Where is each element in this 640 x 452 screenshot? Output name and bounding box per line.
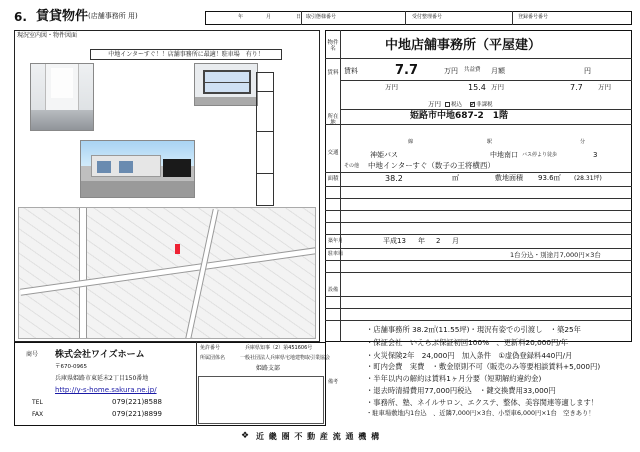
land-area-label: 敷地面積 [495, 174, 523, 182]
other-access: 中地インターすぐ（数子の王将横西） [368, 161, 495, 170]
rent-caption: 賃料 [344, 67, 358, 75]
rent-unit: 万円 [444, 67, 458, 75]
bus-walk-label: バス停より徒歩 [522, 152, 558, 158]
name-label: 物件名 [327, 40, 339, 53]
tax-in-text: 税込 [451, 102, 463, 108]
company-fax: 079(221)8899 [112, 410, 162, 418]
hoshokin-unit: 万円 [491, 83, 504, 91]
exterior-photo [80, 140, 195, 198]
rent-value: 7.7 [395, 63, 419, 78]
build-month-label: 月 [452, 237, 459, 245]
tax-exempt-text: 非課税 [476, 102, 493, 108]
fax-label: FAX [32, 411, 44, 418]
page-title-sub: (店舗事務所 用) [88, 12, 138, 20]
remark-2: ・保証会社 いえらぶ保証初回100% 、更新料20,000円/年 [366, 338, 569, 347]
map-location-marker [175, 244, 180, 254]
header-col-b: 受付整理番号 [412, 14, 443, 20]
remarks-label: 備考 [328, 379, 339, 385]
facility-label: 設備 [328, 287, 339, 293]
company-label: 商号 [26, 351, 39, 358]
walk-min-label: 分 [580, 139, 586, 145]
tax-in-checkbox[interactable] [445, 102, 450, 107]
land-tsubo: (28.31坪) [574, 175, 602, 182]
remark-6: ・退去時清掃費用77,000円税込 ・鍵交換費用33,000円 [366, 386, 556, 395]
bus-walk-min: 3 [593, 151, 598, 159]
shikibiki-value: 7.7 [570, 83, 583, 92]
drawing-caption: 現況室内図・物件図面 [17, 32, 78, 39]
reikin-unit: 万円 [428, 100, 441, 108]
header-day: 日 [296, 14, 302, 20]
company-address: 兵庫県姫路市東延末2丁目150番地 [55, 375, 149, 382]
header-month: 月 [266, 14, 272, 20]
footer-logo-icon: ❖ [241, 431, 250, 441]
monthly-label: 月額 [491, 67, 505, 75]
area-unit: ㎡ [452, 174, 459, 182]
company-zip: 〒670-0965 [55, 364, 87, 370]
rent-label: 賃料 [327, 70, 339, 76]
shikibiki-unit: 万円 [598, 83, 611, 91]
other-label: その他 [344, 163, 360, 169]
line-label: 線 [408, 139, 414, 145]
build-era: 平成13 [383, 237, 406, 245]
common-fee-label: 共益費 [464, 67, 481, 73]
area-value: 38.2 [385, 174, 403, 183]
interior-photo-2 [194, 63, 258, 106]
tax-exempt-checkbox[interactable] [470, 102, 475, 107]
dept: 姫路支部 [256, 365, 281, 372]
tax-options [445, 100, 493, 108]
build-date-label: 築年月 [328, 238, 344, 244]
location: 姫路市中地687-2 1階 [410, 111, 509, 121]
company-name: 株式会社ワイズホーム [55, 350, 145, 360]
header-year: 年 [238, 14, 244, 20]
remark-1: ・店舗事務所 38.2㎡(11.55坪)・現況有姿での引渡し ・築25年 [366, 325, 581, 334]
remark-7: ・事務所、塾、ネイルサロン、エクステ、整体、美容関連等適します！ [366, 398, 599, 407]
build-month: 2 [436, 237, 441, 245]
company-tel: 079(221)8588 [112, 398, 162, 406]
land-area: 93.6㎡ [538, 174, 561, 182]
section-number: 6. [14, 10, 27, 24]
stamp-table [198, 376, 324, 424]
station-label: 駅 [487, 139, 493, 145]
parking-label: 駐車場 [328, 251, 344, 257]
remark-8: ・駐車場敷地内1台込 、近隣7,000円×3台、小型車6,000円×1台 空きあり！ [366, 410, 595, 417]
area-label: 面積 [327, 176, 339, 182]
traffic-label: 交通 [327, 150, 339, 156]
footer-org: 近 畿 圏 不 動 産 流 通 機 構 [256, 432, 381, 441]
hoshokin-value: 15.4 [468, 83, 486, 92]
header-col-a: 取引態様番号 [306, 14, 337, 20]
banner-text: 中地インターすぐ！！店舗事務所に最適！駐車場 有り！ [108, 51, 264, 58]
bus-stop: 中地南口 [490, 151, 518, 159]
license-label: 免許番号 [200, 345, 221, 351]
banner [90, 49, 282, 60]
location-map [18, 207, 316, 339]
assoc: 一般社団法人兵庫県宅地建物取引業協会 [240, 355, 331, 361]
build-year-label: 年 [418, 237, 425, 245]
bus-company: 神姫バス [370, 151, 398, 159]
floor-plan [256, 72, 274, 206]
page-title: 賃貸物件 [36, 9, 89, 24]
header-col-c: 登録番号番号 [518, 14, 549, 20]
remark-4: ・町内会費 実費 ・敷金原則不可（販売のみ等要相談賃料+5,000円) [366, 362, 601, 371]
remark-3: ・火災保険2年 24,000円 加入条件 ①虚偽登録料440円/月 [366, 351, 573, 360]
shikikin-unit: 万円 [385, 83, 398, 91]
location-label: 所在地 [327, 114, 339, 127]
license: 兵庫県知事（2）第451606号 [245, 345, 313, 351]
parking: 1台分込・別途月7,000円×3台 [510, 251, 601, 259]
assoc-label: 所属団体名 [200, 355, 226, 361]
company-url[interactable]: http://y-s-home.sakura.ne.jp/ [55, 386, 157, 394]
monthly-unit: 円 [584, 67, 591, 75]
tel-label: TEL [32, 399, 43, 406]
interior-photo-1 [30, 63, 94, 131]
remark-5: ・半年以内の解約は賃料1ヶ月分要（短期解約違約金) [366, 374, 542, 383]
property-name: 中地店舗事務所（平屋建） [385, 38, 542, 53]
